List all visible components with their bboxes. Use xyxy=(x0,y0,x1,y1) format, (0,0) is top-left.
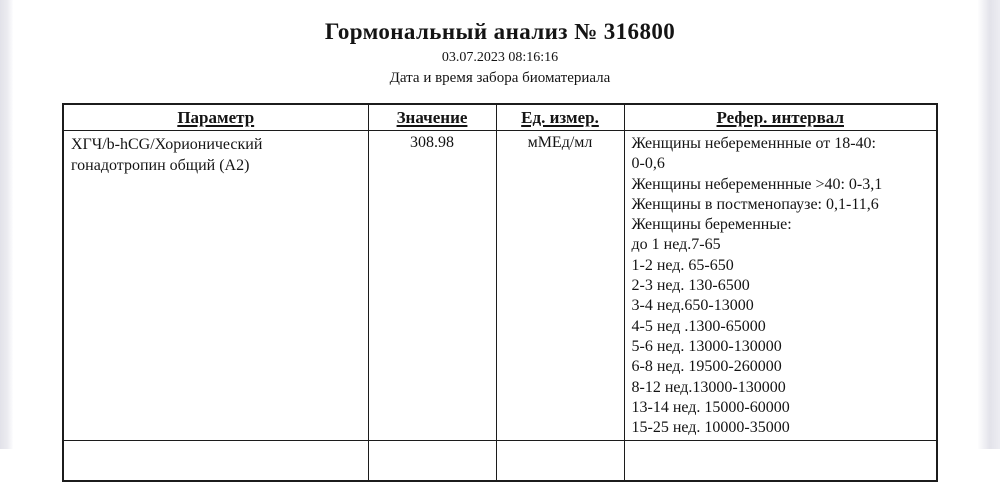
reference-interval-cell xyxy=(624,131,937,441)
unit-cell: мМЕд/мл xyxy=(496,131,624,441)
ref-interval-line: Женщины в постменопаузе: 0,1-11,6 xyxy=(631,195,879,213)
ref-interval-line: 15-25 нед. 10000-35000 xyxy=(631,419,790,437)
ref-interval-line: 13-14 нед. 15000-60000 xyxy=(631,398,790,416)
parameter-cell-empty xyxy=(63,441,368,482)
sample-datetime: 03.07.2023 08:16:16 xyxy=(441,50,559,66)
ref-interval-line: Женщины небеременнные >40: 0-3,1 xyxy=(631,175,883,193)
ref-interval-line: Женщины небеременнные от 18-40: xyxy=(631,135,876,152)
ref-interval-line: 6-8 нед. 19500-260000 xyxy=(631,358,782,376)
table-header-row xyxy=(63,104,937,131)
table-row xyxy=(63,131,937,441)
ref-interval-line: 2-3 нед. 130-6500 xyxy=(631,277,750,295)
results-table xyxy=(62,103,938,482)
results-table-container xyxy=(62,103,936,482)
table-row-cutoff xyxy=(63,441,937,482)
header-unit: Ед. измер. xyxy=(496,104,624,131)
parameter-cell xyxy=(63,131,368,441)
parameter-name: ХГЧ/b-hCG/Хорионический гонадотропин общий (А2) xyxy=(71,136,263,174)
reference-interval-cell-empty xyxy=(624,441,937,482)
page-edge-right xyxy=(978,0,1000,449)
ref-interval-line: 3-4 нед.650-13000 xyxy=(631,297,754,315)
ref-interval-line: до 1 нед.7-65 xyxy=(631,236,721,254)
ref-interval-line: Женщины беременные: xyxy=(631,216,792,234)
ref-interval-line: 4-5 нед .1300-65000 xyxy=(631,317,766,335)
page-edge-left xyxy=(0,0,13,449)
header-reference-interval: Рефер. интервал xyxy=(624,104,937,131)
ref-interval-line: 0-0,6 xyxy=(631,155,665,173)
ref-interval-line: 1-2 нед. 65-650 xyxy=(631,256,734,274)
value-cell-empty xyxy=(368,441,496,482)
header-value: Значение xyxy=(368,104,496,131)
ref-interval-line: 8-12 нед.13000-130000 xyxy=(631,378,786,396)
report-header xyxy=(0,0,1000,87)
unit-cell-empty xyxy=(496,441,624,482)
page-title: Гормональный анализ № 316800 xyxy=(324,19,676,44)
header-parameter: Параметр xyxy=(63,104,368,131)
ref-interval-line: 5-6 нед. 13000-130000 xyxy=(631,337,782,355)
value-cell: 308.98 xyxy=(368,131,496,441)
sample-datetime-caption: Дата и время забора биоматериала xyxy=(389,69,611,86)
